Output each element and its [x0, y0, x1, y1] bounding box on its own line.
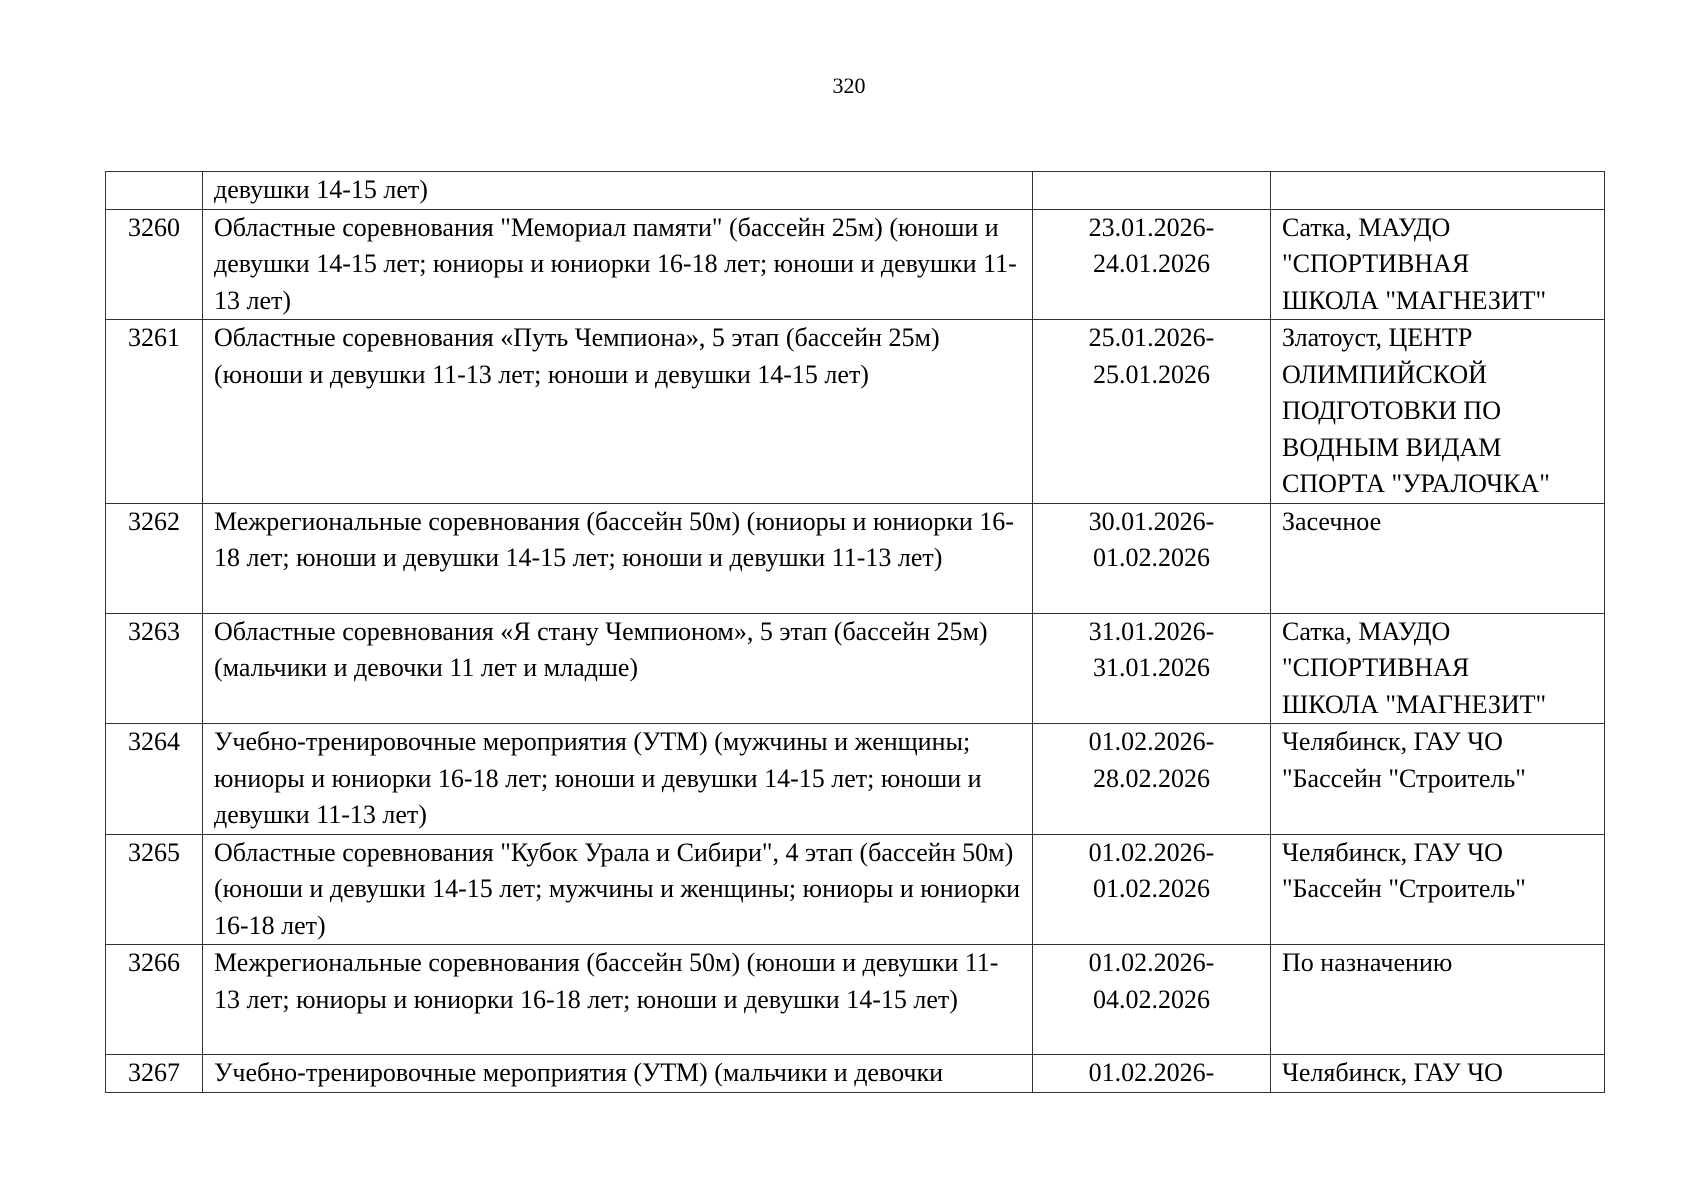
event-dates-cell: 31.01.2026- 31.01.2026: [1033, 613, 1271, 724]
event-name-cell: Межрегиональные соревнования (бассейн 50м) (юниоры и юниорки 16-18 лет; юноши и девушки 14-15 лет; юноши и девушки 11-13 лет): [203, 503, 1033, 613]
table-row: [106, 1055, 1605, 1093]
table-row: [106, 320, 1605, 504]
event-venue-cell: Челябинск, ГАУ ЧО "Бассейн "Строитель": [1271, 724, 1605, 835]
table-row: [106, 503, 1605, 613]
page-number: 320: [832, 73, 866, 98]
table-row: [106, 724, 1605, 835]
event-number-cell: 3266: [106, 945, 203, 1055]
event-number-cell: 3264: [106, 724, 203, 835]
event-name-cell: Областные соревнования «Я стану Чемпионом», 5 этап (бассейн 25м) (мальчики и девочки 11 лет и младше): [203, 613, 1033, 724]
event-name-cell: Областные соревнования "Мемориал памяти" (бассейн 25м) (юноши и девушки 14-15 лет; юниоры и юниорки 16-18 лет; юноши и девушки 11-13 лет): [203, 209, 1033, 320]
event-name-cell: девушки 14-15 лет): [203, 172, 1033, 210]
event-number-cell: 3267: [106, 1055, 203, 1093]
event-number-cell: [106, 172, 203, 210]
event-number-cell: 3263: [106, 613, 203, 724]
table-row: [106, 613, 1605, 724]
event-venue-cell: Златоуст, ЦЕНТР ОЛИМПИЙСКОЙ ПОДГОТОВКИ ПО ВОДНЫМ ВИДАМ СПОРТА "УРАЛОЧКА": [1271, 320, 1605, 504]
event-venue-cell: Сатка, МАУДО "СПОРТИВНАЯ ШКОЛА "МАГНЕЗИТ": [1271, 209, 1605, 320]
event-name-cell: Учебно-тренировочные мероприятия (УТМ) (мужчины и женщины; юниоры и юниорки 16-18 лет; юноши и девушки 14-15 лет; юноши и девушки 11-13 лет): [203, 724, 1033, 835]
event-number-cell: 3262: [106, 503, 203, 613]
event-venue-cell: Засечное: [1271, 503, 1605, 613]
event-name-cell: Межрегиональные соревнования (бассейн 50м) (юноши и девушки 11-13 лет; юниоры и юниорки 16-18 лет; юноши и девушки 14-15 лет): [203, 945, 1033, 1055]
event-dates-cell: 01.02.2026- 04.02.2026: [1033, 945, 1271, 1055]
event-venue-cell: Челябинск, ГАУ ЧО: [1271, 1055, 1605, 1093]
event-dates-cell: 01.02.2026- 28.02.2026: [1033, 724, 1271, 835]
table-row: [106, 834, 1605, 945]
event-dates-cell: 30.01.2026- 01.02.2026: [1033, 503, 1271, 613]
event-dates-cell: [1033, 172, 1271, 210]
event-dates-cell: 01.02.2026-: [1033, 1055, 1271, 1093]
event-number-cell: 3260: [106, 209, 203, 320]
event-venue-cell: [1271, 172, 1605, 210]
event-dates-cell: 23.01.2026- 24.01.2026: [1033, 209, 1271, 320]
events-table: [105, 171, 1605, 1093]
event-number-cell: 3261: [106, 320, 203, 504]
event-number-cell: 3265: [106, 834, 203, 945]
event-name-cell: Областные соревнования «Путь Чемпиона», 5 этап (бассейн 25м) (юноши и девушки 11-13 лет; юноши и девушки 14-15 лет): [203, 320, 1033, 504]
event-venue-cell: По назначению: [1271, 945, 1605, 1055]
table-row: [106, 209, 1605, 320]
event-name-cell: Учебно-тренировочные мероприятия (УТМ) (мальчики и девочки: [203, 1055, 1033, 1093]
event-venue-cell: Сатка, МАУДО "СПОРТИВНАЯ ШКОЛА "МАГНЕЗИТ": [1271, 613, 1605, 724]
event-name-cell: Областные соревнования "Кубок Урала и Сибири", 4 этап (бассейн 50м) (юноши и девушки 14-15 лет; мужчины и женщины; юниоры и юниорки 16-18 лет): [203, 834, 1033, 945]
table-row: [106, 172, 1605, 210]
event-dates-cell: 25.01.2026- 25.01.2026: [1033, 320, 1271, 504]
table-row: [106, 945, 1605, 1055]
event-venue-cell: Челябинск, ГАУ ЧО "Бассейн "Строитель": [1271, 834, 1605, 945]
event-dates-cell: 01.02.2026- 01.02.2026: [1033, 834, 1271, 945]
